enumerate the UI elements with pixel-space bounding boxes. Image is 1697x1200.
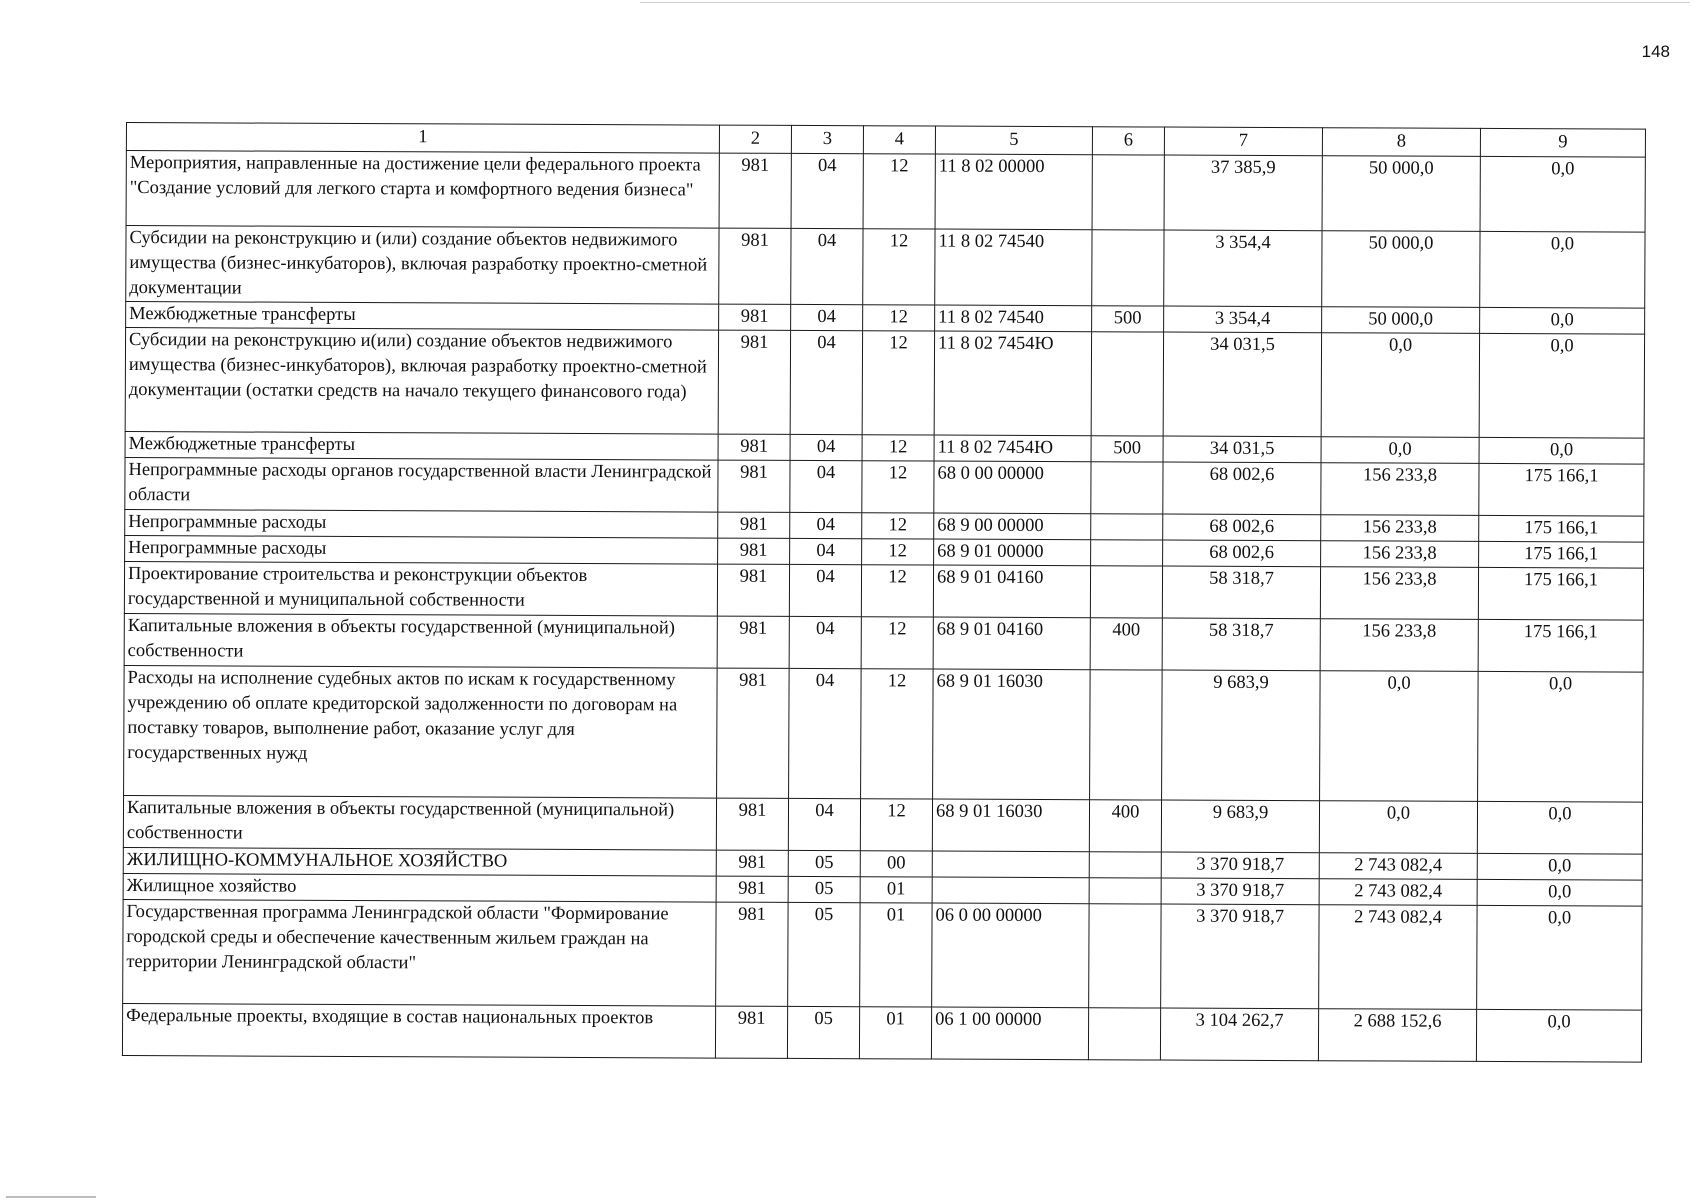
value-col8-cell: 156 233,8 (1321, 541, 1479, 568)
expense-type-cell (1092, 155, 1164, 230)
expense-type-cell: 500 (1092, 306, 1164, 332)
value-col9-cell: 175 166,1 (1479, 463, 1644, 516)
value-col9-cell: 0,0 (1480, 231, 1645, 308)
table-row (123, 899, 1642, 1010)
budget-table (122, 122, 1646, 1063)
value-col7-cell: 68 002,6 (1163, 514, 1321, 541)
value-col7-cell: 68 002,6 (1163, 540, 1321, 567)
page-number: 148 (1641, 42, 1670, 61)
expense-type-cell: 400 (1089, 800, 1161, 852)
value-col9-cell: 0,0 (1479, 333, 1644, 438)
value-col7-cell: 68 002,6 (1163, 462, 1321, 515)
value-col9-cell: 0,0 (1479, 437, 1644, 464)
value-col7-cell: 37 385,9 (1164, 155, 1322, 231)
expense-type-cell (1089, 852, 1161, 878)
target-code-cell: 11 8 02 7454Ю (934, 435, 1091, 462)
subsection-code-cell: 01 (860, 903, 932, 1007)
section-code-cell: 04 (791, 304, 863, 330)
table-row (126, 151, 1645, 233)
value-col8-cell: 2 688 152,6 (1318, 1009, 1476, 1062)
section-code-cell: 04 (789, 668, 862, 798)
value-col7-cell: 3 370 918,7 (1161, 878, 1319, 905)
value-col9-cell: 0,0 (1477, 879, 1642, 906)
target-code-cell: 06 1 00 00000 (931, 1007, 1088, 1060)
target-code-cell: 11 8 02 00000 (935, 154, 1092, 230)
value-col7-cell: 34 031,5 (1163, 332, 1321, 437)
value-col7-cell: 3 354,4 (1164, 230, 1322, 307)
section-code-cell: 05 (788, 902, 860, 1006)
row-name-cell: Капитальные вложения в объекты государственной (муниципальной) собственности (123, 795, 716, 850)
row-name-cell: Государственная программа Ленинградской области "Формирование городской среды и обеспечение качественным жильем граждан на территории Ленинградской области" (123, 899, 716, 1006)
table-row (122, 1003, 1641, 1062)
value-col7-cell: 9 683,9 (1162, 670, 1321, 801)
admin-code-cell: 981 (718, 460, 790, 512)
value-col7-cell: 3 370 918,7 (1161, 904, 1319, 1009)
row-name-cell: Федеральные проекты, входящие в состав национальных проектов (122, 1003, 715, 1058)
section-code-cell: 05 (788, 850, 860, 876)
value-col9-cell: 175 166,1 (1479, 515, 1644, 542)
target-code-cell: 68 9 01 00000 (934, 539, 1091, 566)
expense-type-cell: 400 (1090, 618, 1162, 670)
value-col8-cell: 50 000,0 (1322, 231, 1480, 308)
section-code-cell: 05 (787, 1006, 859, 1058)
row-name-cell: Межбюджетные трансферты (126, 302, 719, 331)
admin-code-cell: 981 (717, 564, 789, 616)
admin-code-cell: 981 (719, 304, 791, 330)
value-col9-cell: 0,0 (1480, 156, 1645, 232)
target-code-cell: 11 8 02 74540 (935, 229, 1092, 306)
subsection-code-cell: 12 (862, 539, 934, 565)
row-name-cell: Мероприятия, направленные на достижение цели федерального проекта "Создание условий для легкого старта и комфортного ведения бизнеса" (126, 151, 719, 229)
admin-code-cell: 981 (718, 538, 790, 564)
value-col8-cell: 50 000,0 (1322, 156, 1480, 232)
subsection-code-cell: 12 (863, 154, 935, 229)
row-name-cell: Жилищное хозяйство (123, 873, 716, 902)
value-col9-cell: 0,0 (1476, 1009, 1641, 1062)
expense-type-cell (1089, 878, 1161, 904)
subsection-code-cell: 12 (862, 461, 934, 513)
row-name-cell: Непрограммные расходы (125, 509, 718, 538)
header-cell: 1 (126, 123, 719, 154)
header-cell: 5 (935, 126, 1092, 155)
admin-code-cell: 981 (715, 1006, 787, 1058)
admin-code-cell: 981 (716, 902, 788, 1006)
section-code-cell: 04 (790, 512, 862, 538)
admin-code-cell: 981 (719, 228, 791, 304)
table-row (124, 665, 1644, 802)
admin-code-cell: 981 (718, 434, 790, 460)
row-name-cell: Субсидии на реконструкцию и(или) создание объектов недвижимого имущества (бизнес-инкубаторов), включая разработку проектно-сметной документации (остатки средств на начало текущего финансового года) (125, 328, 718, 435)
row-name-cell: Проектирование строительства и реконструкции объектов государственной и муниципальной собственности (124, 561, 717, 616)
target-code-cell: 06 0 00 00000 (932, 903, 1089, 1008)
value-col7-cell: 34 031,5 (1163, 436, 1321, 463)
subsection-code-cell: 12 (860, 799, 932, 851)
target-code-cell: 68 9 00 00000 (934, 513, 1091, 540)
target-code-cell: 68 9 01 16030 (933, 669, 1091, 800)
value-col8-cell: 2 743 082,4 (1319, 905, 1477, 1010)
row-name-cell: ЖИЛИЩНО-КОММУНАЛЬНОЕ ХОЗЯЙСТВО (123, 847, 716, 876)
table-row (126, 226, 1645, 309)
header-cell: 7 (1164, 127, 1322, 156)
section-code-cell: 04 (789, 564, 861, 616)
value-col7-cell: 3 104 262,7 (1160, 1008, 1318, 1061)
section-code-cell: 04 (791, 228, 863, 304)
value-col8-cell: 0,0 (1320, 671, 1479, 802)
target-code-cell (932, 851, 1089, 878)
value-col8-cell: 0,0 (1319, 801, 1477, 854)
target-code-cell: 68 0 00 00000 (934, 461, 1091, 514)
value-col8-cell: 2 743 082,4 (1319, 853, 1477, 880)
subsection-code-cell: 12 (862, 331, 934, 435)
value-col8-cell: 0,0 (1321, 437, 1479, 464)
section-code-cell: 04 (789, 616, 861, 668)
admin-code-cell: 981 (719, 153, 791, 228)
value-col8-cell: 0,0 (1321, 333, 1479, 438)
target-code-cell (932, 877, 1089, 904)
subsection-code-cell: 12 (861, 669, 934, 799)
expense-type-cell (1091, 514, 1163, 540)
value-col9-cell: 0,0 (1477, 853, 1642, 880)
expense-type-cell (1092, 230, 1164, 306)
admin-code-cell: 981 (717, 668, 790, 798)
value-col9-cell: 0,0 (1477, 905, 1642, 1010)
subsection-code-cell: 12 (863, 229, 935, 305)
expense-type-cell (1091, 462, 1163, 514)
header-cell: 9 (1480, 128, 1645, 157)
section-code-cell: 04 (790, 538, 862, 564)
expense-type-cell (1090, 670, 1163, 800)
row-name-cell: Расходы на исполнение судебных актов по искам к государственному учреждению об оплате кредиторской задолженности по договорам на поставку товаров, выполнение работ, оказание услуг для государственных нужд (124, 665, 718, 798)
subsection-code-cell: 12 (863, 305, 935, 331)
target-code-cell: 68 9 01 04160 (933, 565, 1090, 618)
admin-code-cell: 981 (717, 616, 789, 668)
table-row (125, 328, 1644, 439)
value-col9-cell: 175 166,1 (1478, 567, 1643, 620)
value-col8-cell: 156 233,8 (1320, 619, 1478, 672)
subsection-code-cell: 12 (861, 617, 933, 669)
table-row (124, 561, 1643, 620)
value-col8-cell: 2 743 082,4 (1319, 879, 1477, 906)
value-col9-cell: 175 166,1 (1479, 541, 1644, 568)
section-code-cell: 04 (790, 460, 862, 512)
table-row (125, 457, 1644, 516)
header-cell: 8 (1322, 128, 1480, 157)
admin-code-cell: 981 (716, 876, 788, 902)
value-col9-cell: 0,0 (1478, 671, 1644, 802)
header-cell: 2 (719, 125, 791, 153)
table-row (124, 613, 1643, 672)
admin-code-cell: 981 (718, 512, 790, 538)
scan-edge-line (640, 2, 1690, 3)
expense-type-cell (1090, 566, 1162, 618)
section-code-cell: 04 (790, 434, 862, 460)
value-col7-cell: 58 318,7 (1162, 618, 1320, 671)
value-col7-cell: 3 354,4 (1164, 306, 1322, 333)
value-col7-cell: 9 683,9 (1161, 800, 1319, 853)
row-name-cell: Субсидии на реконструкцию и (или) создание объектов недвижимого имущества (бизнес-инкубаторов), включая разработку проектно-сметной документации (126, 226, 719, 305)
value-col9-cell: 0,0 (1477, 801, 1642, 854)
target-code-cell: 11 8 02 74540 (935, 305, 1092, 332)
header-cell: 4 (863, 126, 935, 154)
row-name-cell: Капитальные вложения в объекты государственной (муниципальной) собственности (124, 613, 717, 668)
section-code-cell: 04 (791, 153, 863, 228)
header-cell: 6 (1092, 127, 1164, 155)
expense-type-cell (1088, 1008, 1160, 1060)
expense-type-cell (1091, 332, 1163, 436)
header-cell: 3 (791, 125, 863, 153)
section-code-cell: 04 (790, 330, 862, 434)
value-col8-cell: 156 233,8 (1320, 567, 1478, 620)
value-col8-cell: 156 233,8 (1321, 515, 1479, 542)
admin-code-cell: 981 (716, 798, 788, 850)
row-name-cell: Непрограммные расходы органов государственной власти Ленинградской области (125, 457, 718, 512)
expense-type-cell (1089, 904, 1161, 1008)
admin-code-cell: 981 (716, 850, 788, 876)
subsection-code-cell: 01 (860, 877, 932, 903)
value-col9-cell: 0,0 (1480, 307, 1645, 334)
subsection-code-cell: 12 (862, 513, 934, 539)
expense-type-cell (1091, 540, 1163, 566)
value-col7-cell: 58 318,7 (1162, 566, 1320, 619)
row-name-cell: Межбюджетные трансферты (125, 431, 718, 460)
value-col8-cell: 50 000,0 (1322, 307, 1480, 334)
subsection-code-cell: 12 (861, 565, 933, 617)
subsection-code-cell: 01 (859, 1007, 931, 1059)
row-name-cell: Непрограммные расходы (125, 535, 718, 564)
target-code-cell: 11 8 02 7454Ю (934, 331, 1091, 436)
value-col9-cell: 175 166,1 (1478, 619, 1643, 672)
section-code-cell: 04 (788, 798, 860, 850)
table-row (123, 795, 1642, 854)
target-code-cell: 68 9 01 16030 (932, 799, 1089, 852)
target-code-cell: 68 9 01 04160 (933, 617, 1090, 670)
subsection-code-cell: 00 (860, 851, 932, 877)
expense-type-cell: 500 (1091, 436, 1163, 462)
value-col8-cell: 156 233,8 (1321, 463, 1479, 516)
scan-edge-mark (6, 1196, 96, 1198)
value-col7-cell: 3 370 918,7 (1161, 852, 1319, 879)
subsection-code-cell: 12 (862, 435, 934, 461)
section-code-cell: 05 (788, 876, 860, 902)
admin-code-cell: 981 (718, 330, 790, 434)
